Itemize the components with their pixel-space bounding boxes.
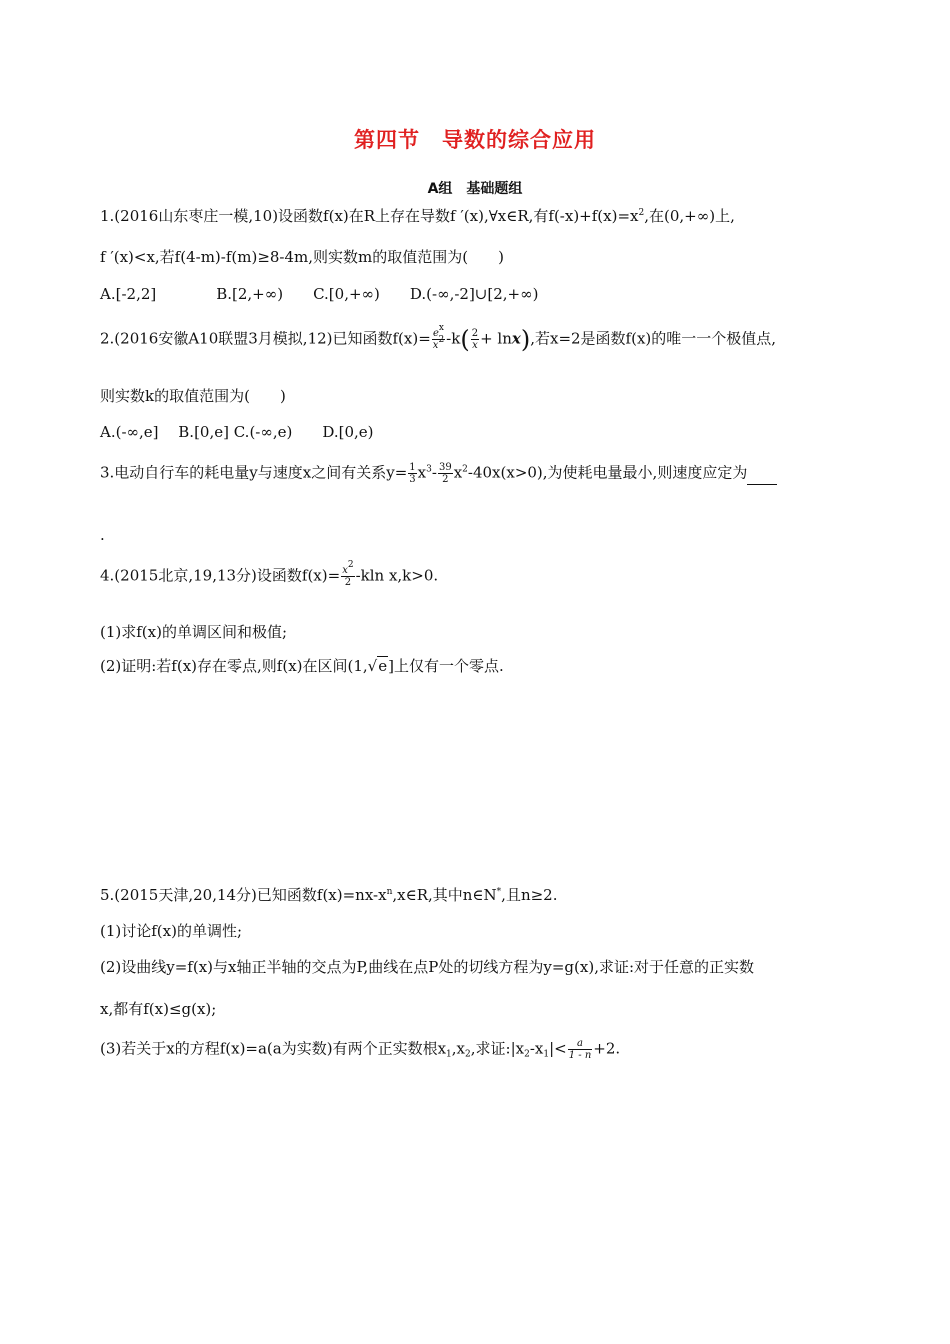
q2-line2: 则实数k的取值范围为( ) — [100, 387, 286, 405]
q4-suffix: -kln x,k>0. — [355, 566, 439, 585]
q5-part2-line1: (2)设曲线y=f(x)与x轴正半轴的交点为P,曲线在点P处的切线方程为y=g(x),求证:对于任意的正实数 — [100, 958, 755, 976]
q1-exp: 2 — [638, 208, 645, 218]
q4-prefix: 4.(2015北京,19,13分)设函数f(x)= — [100, 566, 341, 585]
q5-part1: (1)讨论f(x)的单调性; — [100, 922, 243, 940]
sqrt-symbol: √e — [367, 657, 388, 675]
q3-line1: 3.电动自行车的耗电量y与速度x之间有关系y= $\frac{1}{3}$ $x^3-$ $\frac{39}{2}$ $x^2-40x(x>0)$,为使耗电量最小,则速度应定为 — [100, 462, 777, 485]
q3-prefix: 3.电动自行车的耗电量y与速度x之间有关系y= — [100, 463, 408, 482]
group-heading: A组 基础题组 — [427, 181, 523, 197]
q5-part2-line2: x,都有f(x)≤g(x); — [100, 1000, 217, 1018]
q2-options: A.(-∞,e] B.[0,e] C.(-∞,e) D.[0,e) — [100, 423, 374, 441]
q4-line1 — [100, 560, 439, 588]
q3-fraction-2: $\frac{39}{2}$ — [438, 462, 452, 485]
q3-dot: . — [100, 526, 105, 544]
q2-fraction-2: $\frac{2}{x}$ — [471, 328, 479, 351]
q4-part2: (2)证明:若f(x)存在零点,则f(x)在区间(1,√e]上仅有一个零点. — [100, 657, 504, 675]
q3-fraction-1: $\frac{1}{3}$ — [409, 462, 416, 485]
answer-blank[interactable] — [747, 470, 777, 485]
q4-fraction: $\frac{x^2}{2}$ — [342, 560, 354, 588]
q5-fraction: $\frac{a}{1 - n}$ — [568, 1038, 592, 1061]
q2-suffix: ,若x=2是函数f(x)的唯一一个极值点, — [530, 329, 777, 348]
q1-line2: f ′(x)<x,若f(4-m)-f(m)≥8-4m,则实数m的取值范围为( ) — [100, 248, 504, 266]
q1-text-a: 1.(2016山东枣庄一模,10)设函数f(x)在R上存在导数f ′(x),∀x∈R,有f(-x)+f(x)=x — [100, 207, 639, 225]
q5-line1: 5.(2015天津,20,14分)已知函数$f(x)=nx-x^n,x\in R$,其中n∈N*,且n≥2. — [100, 886, 558, 904]
q2-line1: 2.(2016安徽A10联盟3月模拟,12)已知函数f(x)= $\frac{e^x}{x^2}$ -k( $\frac{2}{x}$ + lnx),若x=2是函数f(x)的唯一一个极值点, — [100, 323, 777, 354]
q1-text-b: ,在(0,+∞)上, — [644, 207, 735, 225]
q2-tail: + ln — [480, 329, 512, 348]
q4-part1: (1)求f(x)的单调区间和极值; — [100, 623, 288, 641]
q1-line1 — [100, 207, 735, 225]
q3-suffix: -40x(x>0),为使耗电量最小,则速度应定为 — [467, 463, 748, 482]
q2-fraction-1: $\frac{e^x}{x^2}$ — [432, 323, 445, 351]
q2-mid: -k — [446, 329, 461, 348]
q5-part3: (3)若关于x的方程f(x)=a(a为实数)有两个正实数根$x_1,x_2$,求证$:|x_2-x_1|<$ $\frac{a}{1 - n}$ +2. — [100, 1038, 621, 1061]
q1-options: A.[-2,2] B.[2,+∞) C.[0,+∞) D.(-∞,-2]∪[2,+∞) — [100, 285, 539, 303]
q2-prefix: 2.(2016安徽A10联盟3月模拟,12)已知函数f(x)= — [100, 329, 431, 348]
section-title: 第四节 导数的综合应用 — [354, 128, 596, 152]
